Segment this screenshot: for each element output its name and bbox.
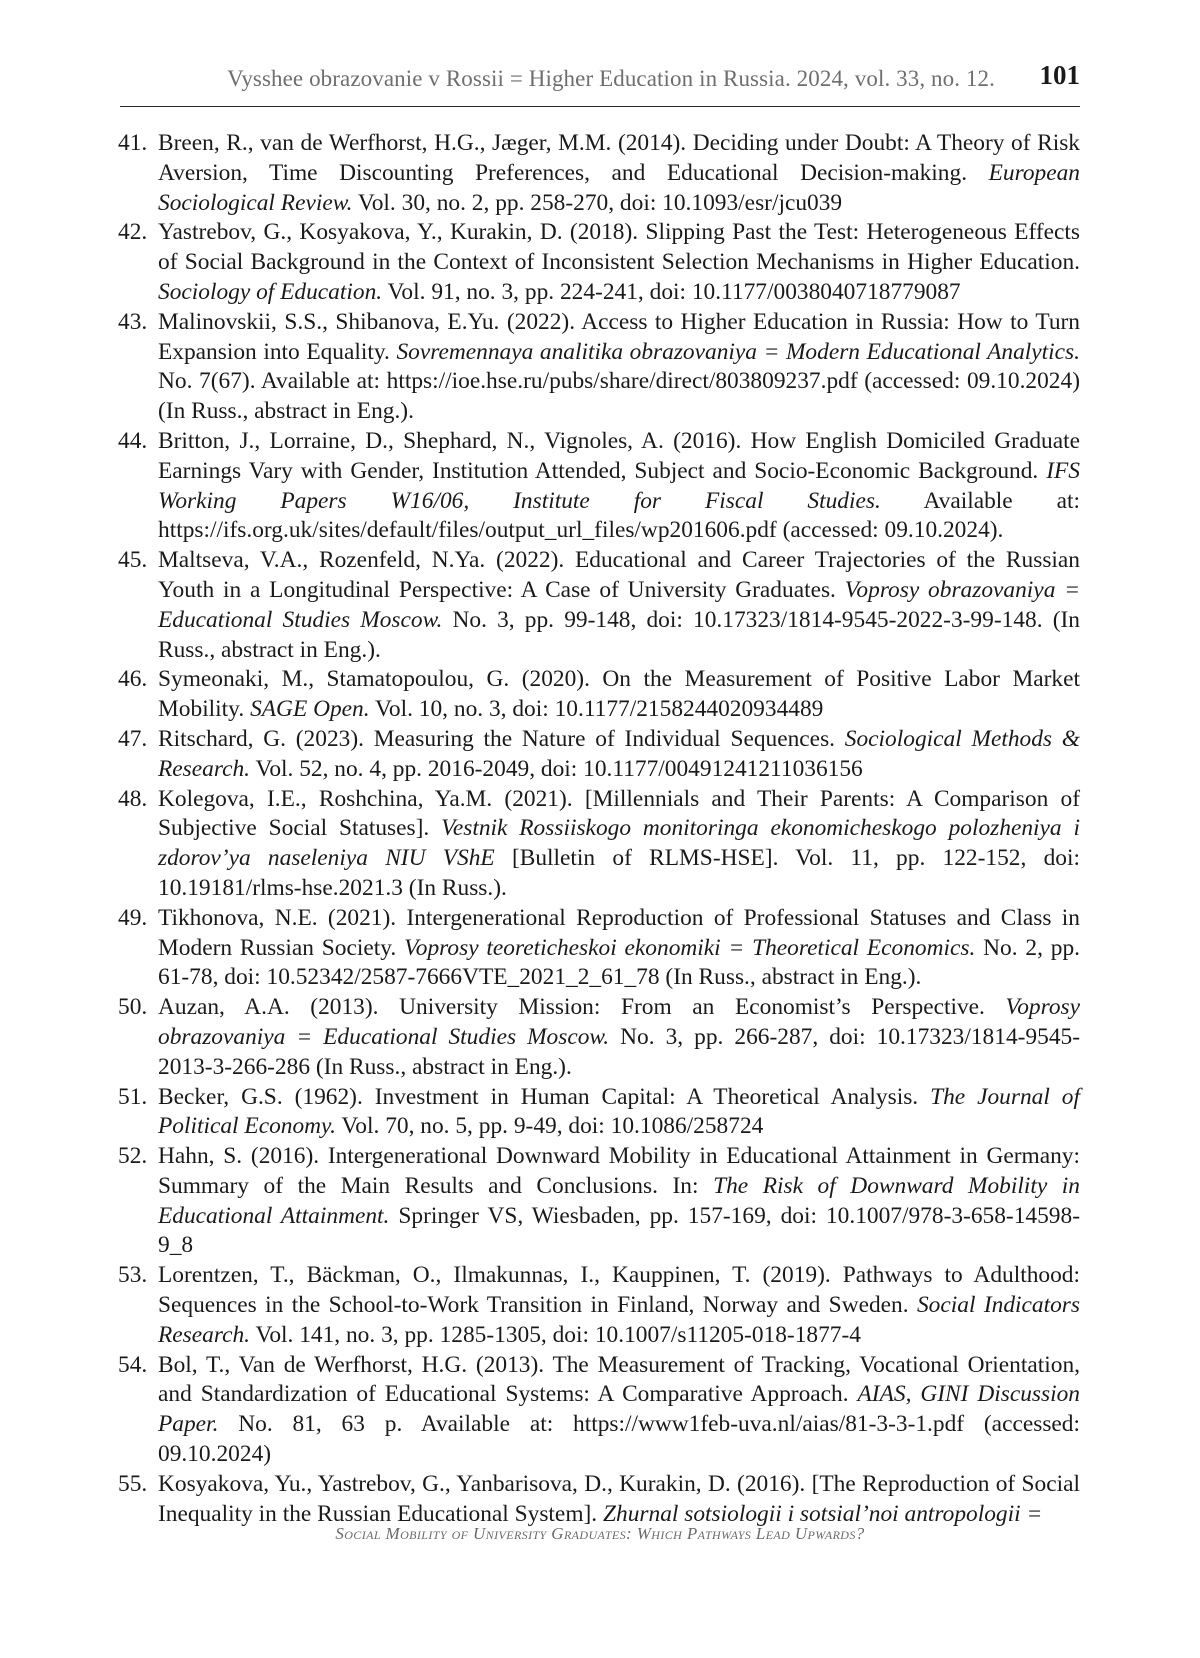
- reference-text: [158, 129, 1080, 218]
- reference-details: Vol. 70, no. 5, pp. 9-49, doi: 10.1086/258724: [336, 1113, 764, 1140]
- reference-authors-title: Maltseva, V.A., Rozenfeld, N.Ya. (2022). Educational and Career Trajectories of the Russian Youth in a Longitudinal Perspective: A Case of University Graduates.: [158, 547, 1080, 603]
- reference-item: [118, 785, 1080, 904]
- reference-source: Social Indicators Research.: [158, 1292, 1080, 1348]
- reference-authors-title: Lorentzen, T., Bäckman, O., Ilmakunnas, I., Kauppinen, T. (2019). Pathways to Adulthood: Sequences in the School-to-Work Transition in Finland, Norway and Sweden.: [158, 1262, 1080, 1319]
- reference-source: SAGE Open.: [250, 696, 370, 723]
- page-header: [120, 58, 1080, 107]
- reference-item: [118, 218, 1080, 307]
- reference-authors-title: Tikhonova, N.E. (2021). Intergenerational Reproduction of Professional Statuses and Class in Modern Russian Society.: [158, 904, 1080, 961]
- reference-details: [Bulletin of RLMS-HSE]. Vol. 11, pp. 122-152, doi: 10.19181/rlms-hse.2021.3 (In Russ.).: [158, 845, 1080, 901]
- reference-details: Vol. 10, no. 3, doi: 10.1177/2158244020934489: [369, 696, 824, 723]
- reference-text: [158, 308, 1080, 427]
- reference-number: 52.: [118, 1143, 148, 1170]
- reference-source: AIAS, GINI Discussion Paper.: [158, 1381, 1080, 1438]
- reference-item: [118, 1470, 1080, 1530]
- reference-text: [158, 904, 1080, 993]
- reference-item: [118, 993, 1080, 1082]
- running-footer: Social Mobility of University Graduates: Which Pathways Lead Upwards?: [335, 1524, 865, 1543]
- reference-details: Vol. 141, no. 3, pp. 1285-1305, doi: 10.1007/s11205-018-1877-4: [250, 1321, 861, 1348]
- reference-source: Sovremennaya analitika obrazovaniya = Modern Educational Analytics.: [396, 338, 1080, 365]
- reference-source: Voprosy obrazovaniya = Educational Studies Moscow.: [158, 994, 1080, 1050]
- reference-text: [158, 993, 1080, 1082]
- reference-text: [158, 725, 1080, 785]
- reference-authors-title: Symeonaki, M., Stamatopoulou, G. (2020). On the Measurement of Positive Labor Market Mobility.: [158, 666, 1080, 723]
- reference-text: [158, 1261, 1080, 1350]
- reference-details: Vol. 52, no. 4, pp. 2016-2049, doi: 10.1177/00491241211036156: [250, 755, 863, 782]
- reference-details: No. 81, 63 p. Available at: https://www1feb-uva.nl/aias/81-3-3-1.pdf (accessed: 09.10.2024): [158, 1411, 1080, 1468]
- reference-text: [158, 785, 1080, 904]
- reference-source: IFS Working Papers W16/06, Institute for Fiscal Studies.: [158, 457, 1080, 514]
- reference-details: No. 3, pp. 266-287, doi: 10.17323/1814-9545-2013-3-266-286 (In Russ., abstract in Eng.).: [158, 1023, 1080, 1080]
- reference-text: [158, 1083, 1080, 1143]
- reference-authors-title: Bol, T., Van de Werfhorst, H.G. (2013). The Measurement of Tracking, Vocational Orientation, and Standardization of Educational Systems: A Comparative Approach.: [158, 1351, 1080, 1408]
- reference-number: 45.: [118, 547, 148, 574]
- reference-authors-title: Yastrebov, G., Kosyakova, Y., Kurakin, D. (2018). Slipping Past the Test: Heterogeneous Effects of Social Background in the Context of Inconsistent Selection Mechanisms in Higher Education.: [158, 219, 1080, 276]
- journal-title: Vysshee obrazovanie v Rossii = Higher Education in Russia. 2024, vol. 33, no. 12.: [227, 66, 995, 91]
- reference-item: [118, 665, 1080, 725]
- reference-item: [118, 904, 1080, 993]
- reference-authors-title: Ritschard, G. (2023). Measuring the Nature of Individual Sequences.: [158, 725, 845, 752]
- reference-text: [158, 218, 1080, 307]
- reference-source: European Sociological Review.: [158, 159, 1080, 216]
- reference-source: Vestnik Rossiiskogo monitoringa ekonomicheskogo polozheniya i zdorov’ya naseleniya NIU VShE: [158, 815, 1080, 872]
- reference-details: No. 7(67). Available at: https://ioe.hse.ru/pubs/share/direct/803809237.pdf (accessed: 09.10.2024) (In Russ., abstract in Eng.).: [158, 368, 1080, 425]
- page-number: 101: [1039, 60, 1080, 90]
- reference-source: Voprosy obrazovaniya = Educational Studies Moscow.: [158, 576, 1080, 633]
- reference-text: [158, 1351, 1080, 1470]
- reference-source: The Risk of Downward Mobility in Educational Attainment.: [158, 1172, 1080, 1229]
- reference-details: No. 3, pp. 99-148, doi: 10.17323/1814-9545-2022-3-99-148. (In Russ., abstract in Eng.).: [158, 606, 1080, 663]
- reference-item: [118, 129, 1080, 218]
- reference-source: Voprosy teoreticheskoi ekonomiki = Theoretical Economics.: [404, 934, 976, 961]
- reference-number: 48.: [118, 785, 148, 812]
- reference-number: 54.: [118, 1351, 148, 1378]
- reference-text: [158, 546, 1080, 665]
- reference-source: Sociology of Education.: [158, 278, 383, 305]
- reference-number: 50.: [118, 994, 148, 1021]
- reference-text: [158, 1142, 1080, 1261]
- reference-authors-title: Malinovskii, S.S., Shibanova, E.Yu. (2022). Access to Higher Education in Russia: How to Turn Expansion into Equality.: [158, 308, 1080, 365]
- reference-number: 42.: [118, 219, 148, 246]
- reference-authors-title: Becker, G.S. (1962). Investment in Human Capital: A Theoretical Analysis.: [158, 1083, 931, 1110]
- reference-number: 53.: [118, 1262, 148, 1289]
- reference-item: [118, 1351, 1080, 1470]
- reference-item: [118, 427, 1080, 546]
- reference-details: Available at: https://ifs.org.uk/sites/default/files/output_url_files/wp201606.pdf (accessed: 09.10.2024).: [158, 487, 1080, 544]
- reference-number: 55.: [118, 1470, 148, 1497]
- reference-item: [118, 546, 1080, 665]
- reference-details: Vol. 91, no. 3, pp. 224-241, doi: 10.1177/0038040718779087: [382, 278, 961, 305]
- reference-item: [118, 1142, 1080, 1261]
- reference-text: [158, 427, 1080, 546]
- reference-source: Zhurnal sotsiologii i sotsial’noi antropologii =: [603, 1500, 1043, 1527]
- reference-text: [158, 1470, 1080, 1530]
- reference-authors-title: Kosyakova, Yu., Yastrebov, G., Yanbarisova, D., Kurakin, D. (2016). [The Reproduction of Social Inequality in the Russian Educational System].: [158, 1470, 1080, 1527]
- reference-number: 47.: [118, 725, 148, 752]
- reference-details: Springer VS, Wiesbaden, pp. 157-169, doi: 10.1007/978-3-658-14598-9_8: [158, 1202, 1080, 1259]
- reference-number: 46.: [118, 666, 148, 693]
- reference-authors-title: Britton, J., Lorraine, D., Shephard, N., Vignoles, A. (2016). How English Domiciled Graduate Earnings Vary with Gender, Institution Attended, Subject and Socio-Economic Background.: [158, 427, 1080, 484]
- reference-authors-title: Auzan, A.A. (2013). University Mission: From an Economist’s Perspective.: [158, 994, 1006, 1021]
- reference-number: 41.: [118, 130, 148, 156]
- reference-source: Sociological Methods & Research.: [158, 725, 1080, 782]
- reference-authors-title: Breen, R., van de Werfhorst, H.G., Jæger, M.M. (2014). Deciding under Doubt: A Theory of Risk Aversion, Time Discounting Preferences, and Educational Decision-making.: [158, 130, 1080, 186]
- reference-authors-title: Hahn, S. (2016). Intergenerational Downward Mobility in Educational Attainment in Germany: Summary of the Main Results and Conclusions. In:: [158, 1143, 1080, 1199]
- reference-authors-title: Kolegova, I.E., Roshchina, Ya.M. (2021). [Millennials and Their Parents: A Comparison of Subjective Social Statuses].: [158, 785, 1080, 842]
- reference-number: 51.: [118, 1083, 148, 1110]
- reference-list: [118, 129, 1080, 1529]
- reference-number: 44.: [118, 427, 148, 454]
- reference-details: Vol. 30, no. 2, pp. 258-270, doi: 10.1093/esr/jcu039: [352, 189, 843, 216]
- reference-text: [158, 665, 1080, 725]
- reference-item: [118, 1261, 1080, 1350]
- reference-item: [118, 725, 1080, 785]
- reference-number: 43.: [118, 308, 148, 335]
- reference-number: 49.: [118, 904, 148, 931]
- reference-details: No. 2, pp. 61-78, doi: 10.52342/2587-7666VTE_2021_2_61_78 (In Russ., abstract in Eng.).: [158, 934, 1081, 991]
- reference-item: [118, 308, 1080, 427]
- reference-source: The Journal of Political Economy.: [158, 1083, 1080, 1140]
- reference-item: [118, 1083, 1080, 1143]
